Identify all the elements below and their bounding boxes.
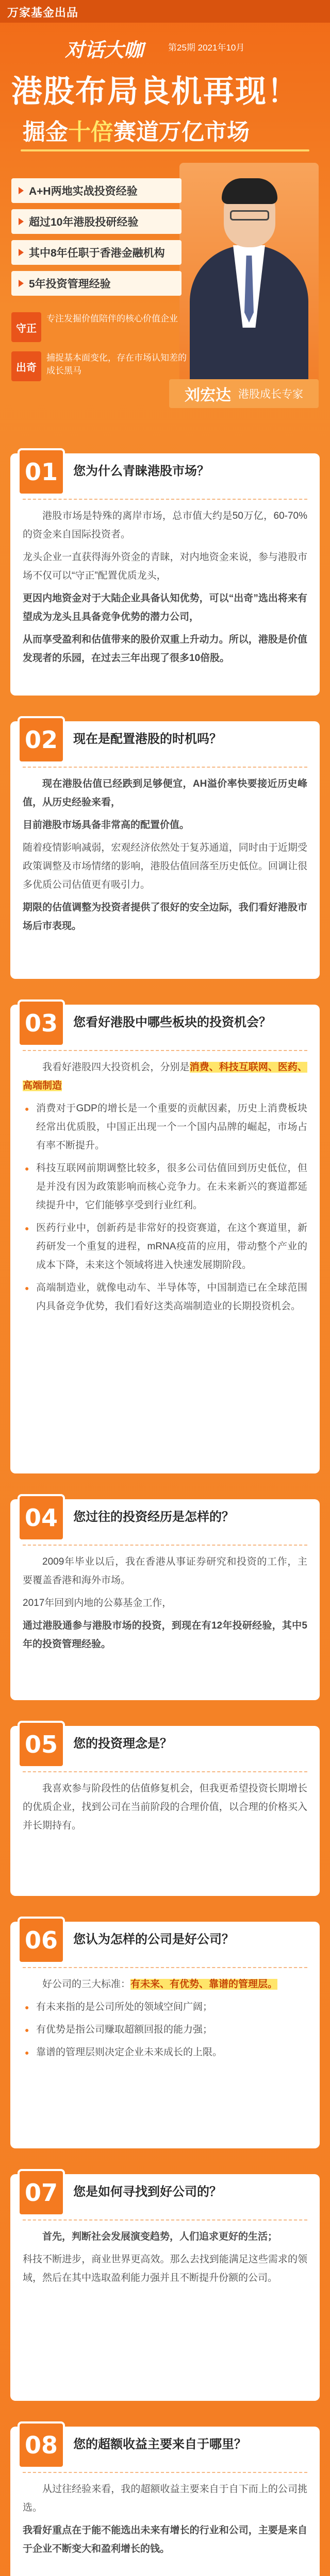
answer-paragraph: 从过往经验来看，我的超额收益主要来自于自下而上的公司挑选。 bbox=[23, 2484, 307, 2513]
qa-header bbox=[10, 1499, 320, 1544]
question: 您的投资理念是？ bbox=[73, 1737, 172, 1751]
dashed-divider bbox=[23, 2472, 307, 2473]
answer-paragraph: 期限的估值调整为投资者提供了很好的安全边际，我们看好港股市场后市表现。 bbox=[23, 902, 307, 931]
answer bbox=[23, 507, 307, 672]
triangle-bullet-icon bbox=[19, 187, 24, 194]
manager-name: 刘宏达 bbox=[185, 387, 231, 404]
answer-paragraph: 更因内地资金对于大陆企业具备认知优势，可以“出奇”选出将来有望成为龙头且具备竞争优势的潜力公司， bbox=[23, 593, 307, 622]
answer-paragraph: 2009年毕业以后，我在香港从事证券研究和投资的工作，主要覆盖香港和海外市场。 bbox=[23, 1556, 307, 1586]
answer-paragraph: 目前港股市场具备非常高的配置价值。 bbox=[23, 820, 190, 831]
answer-bullet: ● 科技互联网前期调整比较多，很多公司估值回到历史低位，但是并没有因为政策影响而核心竞争力。在未来新兴的赛道都延续提升中，它们能够享受到行业红利。 bbox=[23, 1159, 307, 1215]
role-desc: 捕捉基本面变化，存在市场认知差的成长黑马 bbox=[46, 353, 187, 376]
dashed-divider bbox=[23, 1050, 307, 1051]
qa-section bbox=[10, 1499, 320, 1700]
credential-list bbox=[11, 178, 182, 302]
answer bbox=[23, 1780, 307, 1839]
answer-paragraph: 我看好重点在于能不能选出未来有增长的行业和公司，主要是来自于企业不断变大和盈利增长的钱。 bbox=[23, 2525, 307, 2554]
qa-header bbox=[10, 2174, 320, 2218]
qa-section bbox=[10, 453, 320, 696]
qa-header bbox=[10, 453, 320, 498]
dashed-divider bbox=[23, 2219, 307, 2221]
answer bbox=[23, 775, 307, 940]
dashed-divider bbox=[23, 1545, 307, 1546]
answer-paragraph: 龙头企业一直获得海外资金的青睐，对内地资金来说，参与港股市场不仅可以“守正”配置优质龙头， bbox=[23, 552, 307, 581]
section-number: 08 bbox=[18, 2421, 65, 2469]
section-number: 07 bbox=[18, 2169, 65, 2216]
headline-sub-highlight: 十倍 bbox=[68, 120, 113, 145]
headline-sub bbox=[23, 113, 250, 146]
answer-bullet: ● 消费对于GDP的增长是一个重要的贡献因素，历史上消费板块经常出优质股，中国正出现一个一个国内品牌的崛起，市场占有率不断提升。 bbox=[23, 1099, 307, 1155]
credential-text: A+H两地实战投资经验 bbox=[29, 185, 138, 197]
answer-bullet: ● 高端制造业，就像电动车、半导体等，中国制造已在全球范围内具备竞争优势，我们看好这类高端制造业的长期投资机会。 bbox=[23, 1279, 307, 1316]
question: 您看好港股中哪些板块的投资机会？ bbox=[73, 1015, 271, 1029]
dashed-divider bbox=[23, 499, 307, 500]
answer-lead-text: 好公司的三大标准： bbox=[42, 1979, 131, 1990]
answer bbox=[23, 2228, 307, 2292]
answer-lead-text: 我看好港股四大投资机会，分别是 bbox=[42, 1062, 190, 1073]
answer-paragraph: 我喜欢参与阶段性的估值修复机会，但我更希望投资长期增长的优质企业，找到公司在当前阶段的合理价值，以合理的价格买入并长期持有。 bbox=[23, 1783, 307, 1831]
answer-bullet: ● 有未来指的是公司所处的领域空间广阔； bbox=[23, 1998, 307, 2016]
role-item bbox=[11, 312, 187, 342]
answer-paragraph: 通过港股通参与港股市场的投资，到现在有12年投研经验，其中5年的投资管理经验。 bbox=[23, 1620, 307, 1650]
qa-header bbox=[10, 1005, 320, 1049]
answer-highlight: 有未来、有优势、靠谱的管理层。 bbox=[130, 1979, 278, 1990]
section-number: 02 bbox=[18, 716, 65, 764]
answer-lead bbox=[23, 1975, 307, 1994]
credential-text: 其中8年任职于香港金融机构 bbox=[29, 247, 165, 259]
answer-paragraph: 首先，判断社会发展演变趋势，人们追求更好的生活； bbox=[42, 2231, 278, 2242]
credential-item bbox=[11, 240, 182, 265]
question: 您为什么青睐港股市场？ bbox=[73, 464, 209, 478]
section-number: 04 bbox=[18, 1494, 65, 1541]
credential-item bbox=[11, 209, 182, 234]
answer-highlight: 消费、科技互联网、医药、高端制造 bbox=[23, 1062, 307, 1091]
section-number: 05 bbox=[18, 1721, 65, 1768]
qa-section bbox=[10, 721, 320, 979]
brand-strip bbox=[0, 0, 330, 23]
answer-bullet: ● 有优势是指公司赚取超额回报的能力强； bbox=[23, 2021, 307, 2039]
headline-main: 港股布局良机再现！ bbox=[11, 74, 299, 109]
dashed-divider bbox=[23, 1771, 307, 1772]
qa-section bbox=[10, 1922, 320, 2148]
brand-label: 万家基金出品 bbox=[7, 6, 79, 19]
role-list bbox=[11, 312, 187, 391]
answer-paragraph: 随着疫情影响减弱，宏观经济依然处于复苏通道，同时由于近期受政策调整及市场情绪的影响，港股估值回落至历史低位。回调让很多优质公司估值更有吸引力。 bbox=[23, 842, 307, 890]
answer-paragraph: 从而享受盈利和估值带来的股价双重上升动力。所以，港股是价值发现者的乐园，在过去三年出现了很多10倍股。 bbox=[23, 634, 307, 664]
triangle-bullet-icon bbox=[19, 249, 24, 256]
question: 您认为怎样的公司是好公司？ bbox=[73, 1933, 234, 1946]
qa-section bbox=[10, 2427, 320, 2576]
answer bbox=[23, 2480, 307, 2563]
question: 您过往的投资经历是怎样的？ bbox=[73, 1510, 234, 1524]
section-number: 03 bbox=[18, 999, 65, 1047]
dashed-divider bbox=[23, 1967, 307, 1968]
answer-bullet: ● 医药行业中，创新药是非常好的投资赛道，在这个赛道里，新药研发一个重复的进程，mRNA疫苗的应用，带动整个产业的成本下降，未来这个领域将进入快速发展期阶段。 bbox=[23, 1219, 307, 1275]
credential-item bbox=[11, 271, 182, 296]
answer-lead bbox=[23, 1058, 307, 1095]
manager-title: 港股成长专家 bbox=[238, 388, 303, 400]
triangle-bullet-icon bbox=[19, 218, 24, 225]
section-number: 06 bbox=[18, 1917, 65, 1964]
answer-paragraph: 现在港股估值已经跌到足够便宜，AH溢价率快要接近历史峰值，从历史经验来看， bbox=[23, 778, 307, 808]
qa-header bbox=[10, 1726, 320, 1770]
credential-item bbox=[11, 178, 182, 203]
dashed-divider bbox=[23, 767, 307, 768]
answer-paragraph: 港股市场是特殊的离岸市场，总市值大约是50万亿，60-70%的资金来自国际投资者。 bbox=[23, 511, 307, 540]
role-item bbox=[11, 351, 187, 381]
issue-label: 第25期 2021年10月 bbox=[168, 43, 245, 53]
question: 您的超额收益主要来自于哪里？ bbox=[73, 2437, 246, 2451]
column-title: 对话大咖 bbox=[65, 40, 144, 61]
question: 现在是配置港股的时机吗？ bbox=[73, 732, 222, 746]
qa-header bbox=[10, 2427, 320, 2471]
answer-bullet: ● 靠谱的管理层则决定企业未来成长的上限。 bbox=[23, 2043, 307, 2062]
name-plate bbox=[169, 379, 319, 408]
qa-section bbox=[10, 1005, 320, 1473]
qa-header bbox=[10, 721, 320, 766]
qa-section bbox=[10, 2174, 320, 2401]
qa-header bbox=[10, 1922, 320, 1966]
manager-profile bbox=[11, 163, 319, 441]
role-tag: 出奇 bbox=[11, 351, 41, 381]
answer bbox=[23, 1553, 307, 1658]
manager-photo bbox=[179, 163, 319, 405]
credential-text: 5年投资管理经验 bbox=[29, 278, 111, 290]
role-tag: 守正 bbox=[11, 312, 41, 342]
triangle-bullet-icon bbox=[19, 280, 24, 287]
divider bbox=[21, 149, 309, 151]
answer bbox=[23, 1058, 307, 1320]
question: 您是如何寻找到好公司的？ bbox=[73, 2185, 222, 2199]
answer-paragraph: 科技不断进步，商业世界更高效。那么去找到能满足这些需求的领域，然后在其中选取盈利能力强并且不断提升份额的公司。 bbox=[23, 2254, 307, 2283]
role-desc: 专注发掘价值陪伴的核心价值企业 bbox=[46, 314, 178, 324]
answer-paragraph: 2017年回到内地的公募基金工作， bbox=[23, 1598, 172, 1608]
answer bbox=[23, 1975, 307, 2066]
credential-text: 超过10年港股投研经验 bbox=[29, 216, 139, 228]
section-number: 01 bbox=[18, 448, 65, 496]
qa-section bbox=[10, 1726, 320, 1896]
headline-sub-pre: 掘金 bbox=[23, 120, 68, 145]
headline-sub-post: 赛道万亿市场 bbox=[113, 120, 250, 145]
